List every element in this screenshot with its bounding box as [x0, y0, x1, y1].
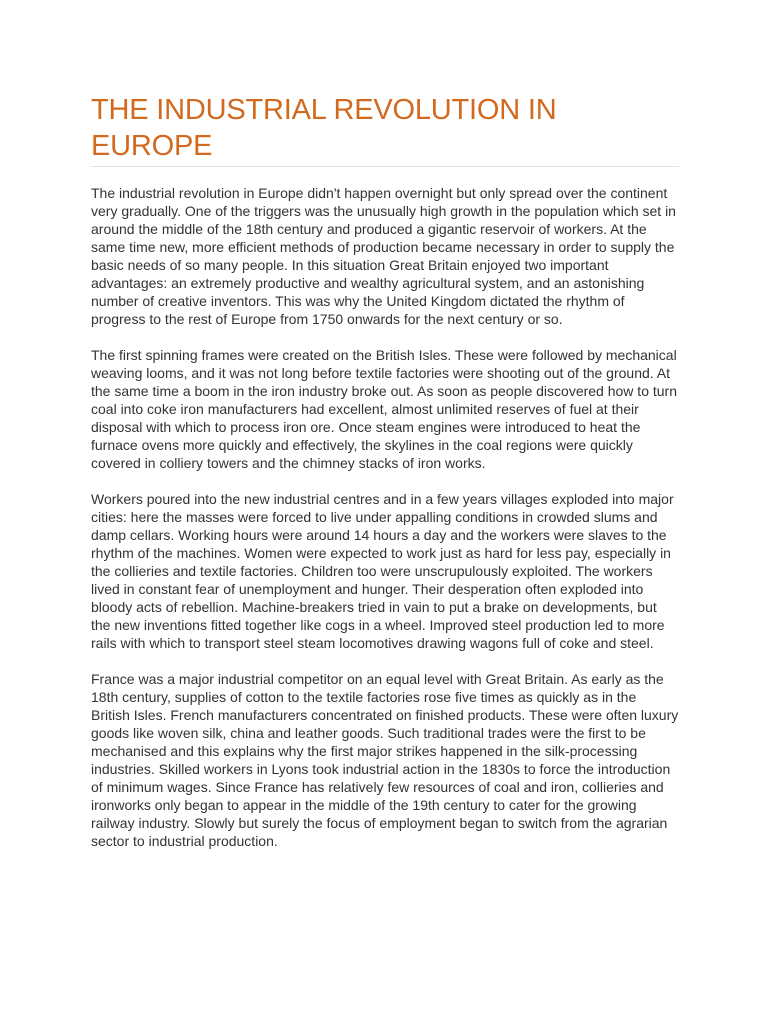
paragraph-3: Workers poured into the new industrial centres and in a few years villages exploded into major cities: here the masses were forced to live under appalling conditions in crowded slums and damp cellars. Working hours were around 14 hours a day and the workers were slaves to the rhythm of the machines. Women were expected to work just as hard for less pay, especially in the collieries and textile factories. Children too were unscrupulously exploited. The workers lived in constant fear of unemployment and hunger. Their desperation often exploded into bloody acts of rebellion. Machine-breakers tried in vain to put a brake on developments, but the new inventions fitted together like cogs in a wheel. Improved steel production led to more rails with which to transport steel steam locomotives drawing wagons full of coke and steel.	[91, 491, 674, 651]
article-body	[91, 184, 679, 850]
paragraph-2: The first spinning frames were created on the British Isles. These were followed by mechanical weaving looms, and it was not long before textile factories were shooting out of the ground. At the same time a boom in the iron industry broke out. As soon as people discovered how to turn coal into coke iron manufacturers had excellent, almost unlimited reserves of fuel at their disposal with which to process iron ore. Once steam engines were introduced to heat the furnace ovens more quickly and effectively, the skylines in the coal regions were quickly covered in colliery towers and the chimney stacks of iron works.	[91, 347, 677, 471]
paragraph-1: The industrial revolution in Europe didn't happen overnight but only spread over the continent very gradually. One of the triggers was the unusually high growth in the population which set in around the middle of the 18th century and produced a gigantic reservoir of workers. At the same time new, more efficient methods of production became necessary in order to supply the basic needs of so many people. In this situation Great Britain enjoyed two important advantages: an extremely productive and wealthy agricultural system, and an astonishing number of creative inventors. This was why the United Kingdom dictated the rhythm of progress to the rest of Europe from 1750 onwards for the next century or so.	[91, 185, 676, 327]
paragraph-4: France was a major industrial competitor on an equal level with Great Britain. As early as the 18th century, supplies of cotton to the textile factories rose five times as quickly as in the British Isles. French manufacturers concentrated on finished products. These were often luxury goods like woven silk, china and leather goods. Such traditional trades were the first to be mechanised and this explains why the first major strikes happened in the silk-processing industries. Skilled workers in Lyons took industrial action in the 1830s to force the introduction of minimum wages. Since France has relatively few resources of coal and iron, collieries and ironworks only began to appear in the middle of the 19th century to cater for the growing railway industry. Slowly but surely the focus of employment began to switch from the agrarian sector to industrial production.	[91, 671, 679, 849]
document-page	[91, 92, 679, 868]
page-title: THE INDUSTRIAL REVOLUTION IN EUROPE	[91, 92, 679, 167]
